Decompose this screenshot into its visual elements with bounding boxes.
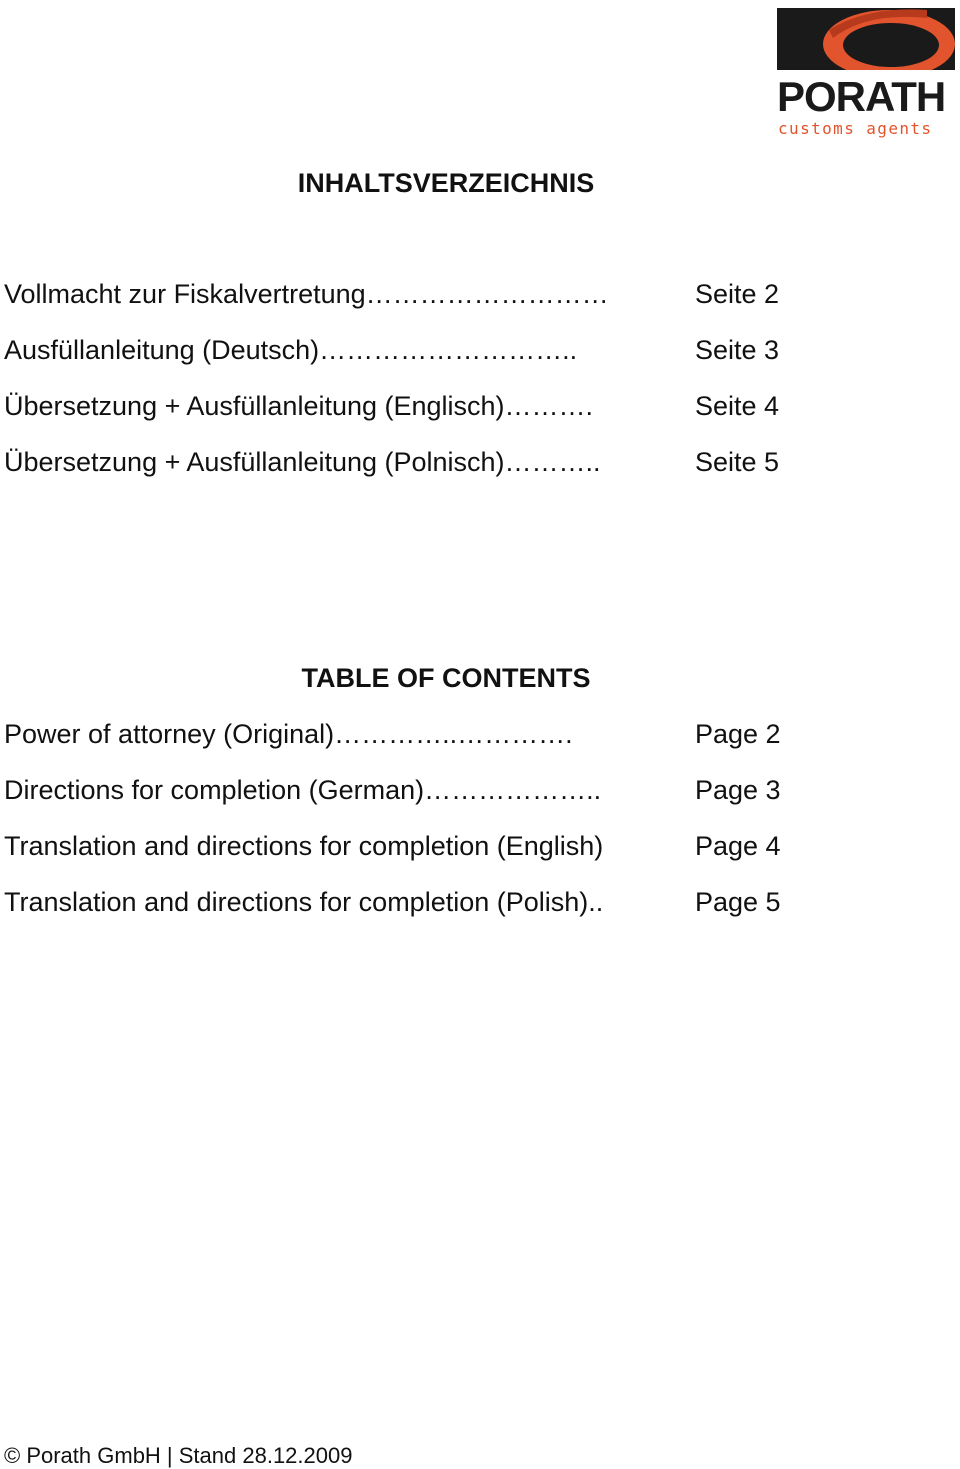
toc-entry-title: Übersetzung + Ausfüllanleitung (Polnisch)……….. bbox=[4, 447, 601, 477]
toc-entry-page: Seite 4 bbox=[695, 391, 780, 421]
german-toc-list bbox=[4, 278, 904, 502]
logo-emblem bbox=[777, 8, 955, 70]
english-toc-entry bbox=[4, 886, 904, 942]
toc-entry-page: Page 5 bbox=[695, 887, 781, 917]
logo-tagline: customs agents bbox=[778, 119, 933, 138]
toc-entry-page: Page 3 bbox=[695, 775, 781, 805]
english-toc-list bbox=[4, 718, 904, 942]
logo-wordmark: PORATH bbox=[777, 73, 946, 120]
english-toc-entry bbox=[4, 774, 904, 830]
porath-logo bbox=[777, 8, 957, 136]
german-toc-entry bbox=[4, 334, 904, 390]
toc-entry-page: Seite 3 bbox=[695, 335, 780, 365]
english-toc-entry bbox=[4, 718, 904, 774]
toc-entry-page: Page 4 bbox=[695, 831, 781, 861]
toc-entry-title: Translation and directions for completion (Polish).. bbox=[4, 887, 604, 917]
toc-entry-title: Ausfüllanleitung (Deutsch)……………………….. bbox=[4, 335, 578, 365]
english-toc-entry bbox=[4, 830, 904, 886]
toc-entry-title: Power of attorney (Original)…………..…………. bbox=[4, 719, 573, 749]
german-toc-entry bbox=[4, 446, 904, 502]
footer-copyright: © Porath GmbH | Stand 28.12.2009 bbox=[4, 1443, 353, 1468]
logo-ring-icon bbox=[777, 8, 955, 70]
toc-entry-title: Directions for completion (German)……………….. bbox=[4, 775, 602, 805]
toc-entry-page: Seite 2 bbox=[695, 279, 780, 309]
english-toc-heading: TABLE OF CONTENTS bbox=[301, 663, 591, 693]
toc-entry-page: Page 2 bbox=[695, 719, 781, 749]
toc-entry-title: Translation and directions for completion (English) bbox=[4, 831, 604, 861]
german-toc-heading: INHALTSVERZEICHNIS bbox=[297, 168, 595, 198]
german-toc-entry bbox=[4, 390, 904, 446]
toc-entry-title: Vollmacht zur Fiskalvertretung……………………… bbox=[4, 279, 609, 309]
german-toc-entry bbox=[4, 278, 904, 334]
toc-entry-title: Übersetzung + Ausfüllanleitung (Englisch)………. bbox=[4, 391, 594, 421]
toc-entry-page: Seite 5 bbox=[695, 447, 780, 477]
